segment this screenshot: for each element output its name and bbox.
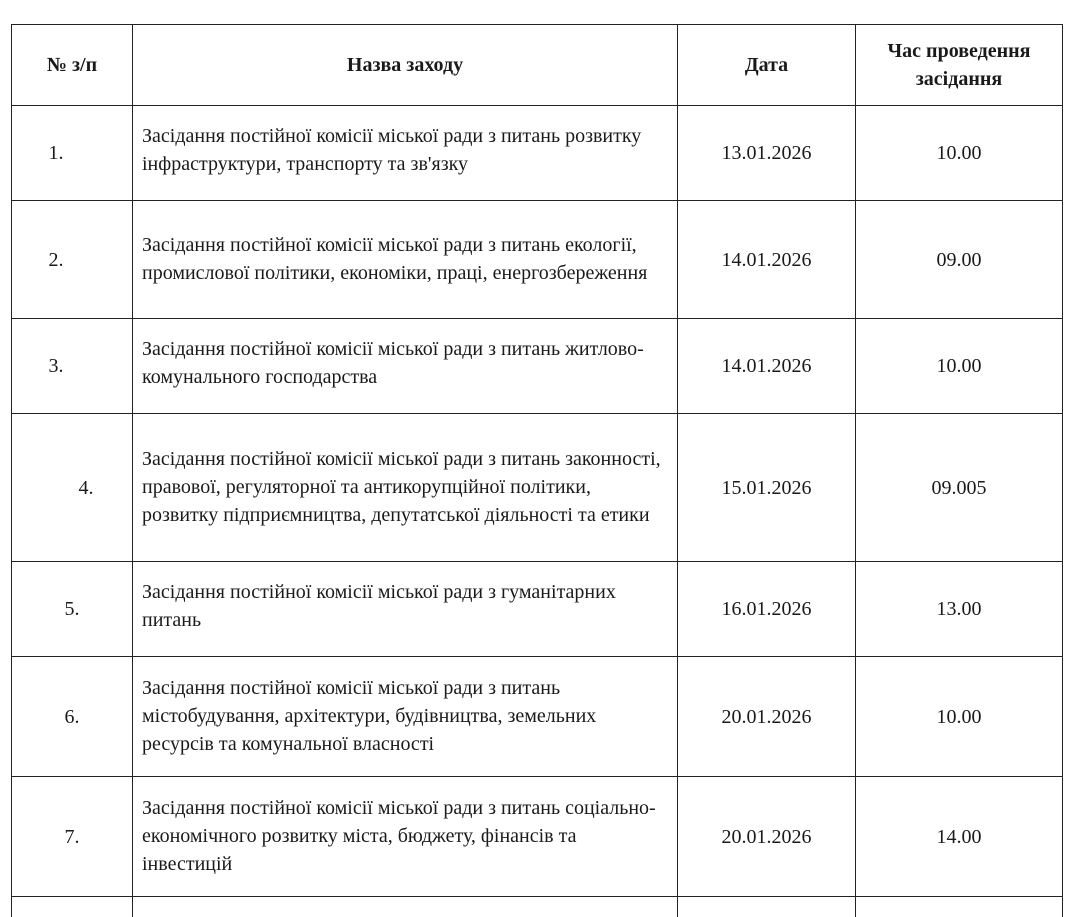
event-name: Засідання постійної комісії міської ради з питань соціально-економічного розвитку міста, бюджету, фінансів та інвестицій <box>133 777 678 897</box>
event-name: Засідання постійної комісії міської ради з питань законності, правової, регуляторної та антикорупційної політики, розвитку підприємництва, депутатської діяльності та етики <box>133 414 678 562</box>
table-row <box>12 201 1063 319</box>
event-date: 20.01.2026 <box>678 657 856 777</box>
stub-cell <box>12 897 133 917</box>
header-num: № з/п <box>12 25 133 106</box>
row-number: 4. <box>12 414 133 562</box>
table-row-partial <box>12 897 1063 917</box>
header-name: Назва заходу <box>133 25 678 106</box>
event-name: Засідання постійної комісії міської ради з питань житлово-комунального господарства <box>133 319 678 414</box>
table-row <box>12 562 1063 657</box>
table-row <box>12 414 1063 562</box>
event-date: 20.01.2026 <box>678 777 856 897</box>
table-row <box>12 106 1063 201</box>
event-name: Засідання постійної комісії міської ради з питань розвитку інфраструктури, транспорту та зв'язку <box>133 106 678 201</box>
event-time: 10.00 <box>856 319 1063 414</box>
event-time: 10.00 <box>856 657 1063 777</box>
event-date: 14.01.2026 <box>678 319 856 414</box>
header-date: Дата <box>678 25 856 106</box>
schedule-table <box>11 24 1063 917</box>
stub-cell <box>133 897 678 917</box>
event-time: 13.00 <box>856 562 1063 657</box>
event-name: Засідання постійної комісії міської ради з питань екології, промислової політики, економіки, праці, енергозбереження <box>133 201 678 319</box>
header-row <box>12 25 1063 106</box>
event-name: Засідання постійної комісії міської ради з питань містобудування, архітектури, будівництва, земельних ресурсів та комунальної власності <box>133 657 678 777</box>
row-number: 7. <box>12 777 133 897</box>
row-number: 1. <box>12 106 133 201</box>
header-time-label: Час проведення засідання <box>888 40 1031 90</box>
event-time: 14.00 <box>856 777 1063 897</box>
row-number: 6. <box>12 657 133 777</box>
header-time <box>856 25 1063 106</box>
table-row <box>12 319 1063 414</box>
row-number: 2. <box>12 201 133 319</box>
event-date: 15.01.2026 <box>678 414 856 562</box>
row-number: 3. <box>12 319 133 414</box>
stub-cell <box>856 897 1063 917</box>
event-time: 10.00 <box>856 106 1063 201</box>
event-time: 09.00 <box>856 201 1063 319</box>
event-time: 09.005 <box>856 414 1063 562</box>
table-row <box>12 777 1063 897</box>
event-date: 13.01.2026 <box>678 106 856 201</box>
stub-cell <box>678 897 856 917</box>
row-number: 5. <box>12 562 133 657</box>
event-date: 16.01.2026 <box>678 562 856 657</box>
event-date: 14.01.2026 <box>678 201 856 319</box>
table-row <box>12 657 1063 777</box>
event-name: Засідання постійної комісії міської ради з гуманітарних питань <box>133 562 678 657</box>
